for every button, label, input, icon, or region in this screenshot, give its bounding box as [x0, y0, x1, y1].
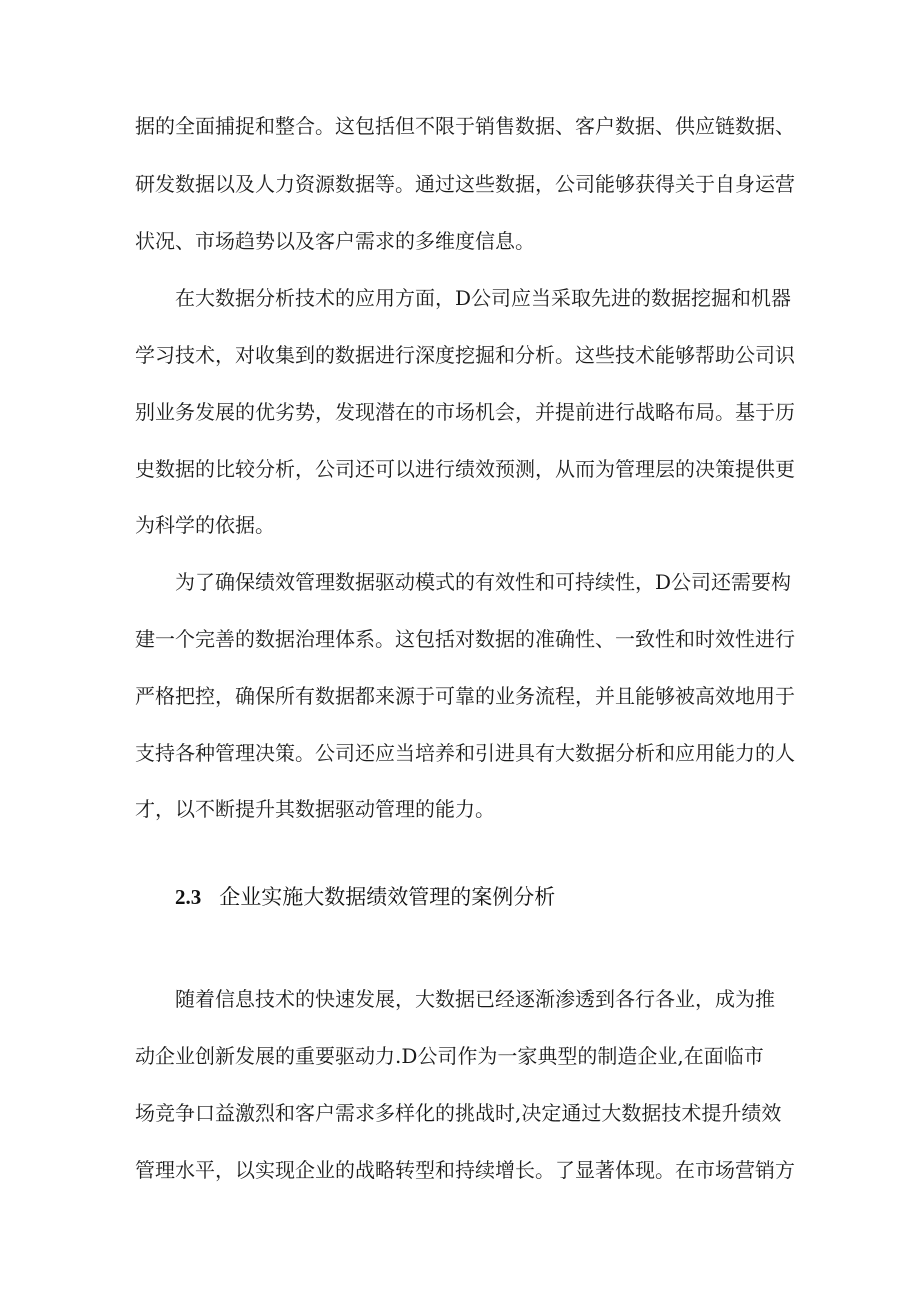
paragraph-3-line: 为了确保绩效管理数据驱动模式的有效性和可持续性，D公司还需要构 — [175, 570, 792, 594]
section-heading — [175, 882, 555, 912]
paragraph-2-line: 在大数据分析技术的应用方面，D公司应当采取先进的数据挖掘和机器 — [175, 286, 792, 310]
paragraph-4-line: 随着信息技术的快速发展，大数据已经逐渐渗透到各行各业，成为推 — [175, 987, 775, 1011]
paragraph-1-line: 据的全面捕捉和整合。这包括但不限于销售数据、客户数据、供应链数据、 — [135, 114, 795, 138]
paragraph-4-line: 管理水平，以实现企业的战略转型和持续增长。了显著体现。在市场营销方 — [135, 1158, 795, 1182]
paragraph-2-line: 为科学的依据。 — [135, 513, 275, 537]
paragraph-4-line: 动企业创新发展的重要驱动力.D公司作为一家典型的制造企业,在面临市 — [135, 1044, 764, 1068]
paragraph-3-line: 建一个完善的数据治理体系。这包括对数据的准确性、一致性和时效性进行 — [135, 627, 795, 651]
paragraph-2-line: 史数据的比较分析，公司还可以进行绩效预测，从而为管理层的决策提供更 — [135, 457, 795, 481]
paragraph-2-line: 别业务发展的优劣势，发现潜在的市场机会，并提前进行战略布局。基于历 — [135, 400, 795, 424]
paragraph-3-line: 严格把控，确保所有数据都来源于可靠的业务流程，并且能够被高效地用于 — [135, 684, 795, 708]
paragraph-3-line: 支持各种管理决策。公司还应当培养和引进具有大数据分析和应用能力的人 — [135, 741, 795, 765]
paragraph-2-line: 学习技术，对收集到的数据进行深度挖掘和分析。这些技术能够帮助公司识 — [135, 343, 795, 367]
paragraph-3-line: 才，以不断提升其数据驱动管理的能力。 — [135, 797, 495, 821]
paragraph-1-line: 研发数据以及人力资源数据等。通过这些数据，公司能够获得关于自身运营 — [135, 172, 795, 196]
paragraph-4-line: 场竞争口益激烈和客户需求多样化的挑战时,决定通过大数据技术提升绩效 — [135, 1101, 782, 1125]
section-number: 2.3 — [175, 885, 202, 909]
section-title: 企业实施大数据绩效管理的案例分析 — [219, 885, 556, 909]
paragraph-1-line: 状况、市场趋势以及客户需求的多维度信息。 — [135, 229, 535, 253]
